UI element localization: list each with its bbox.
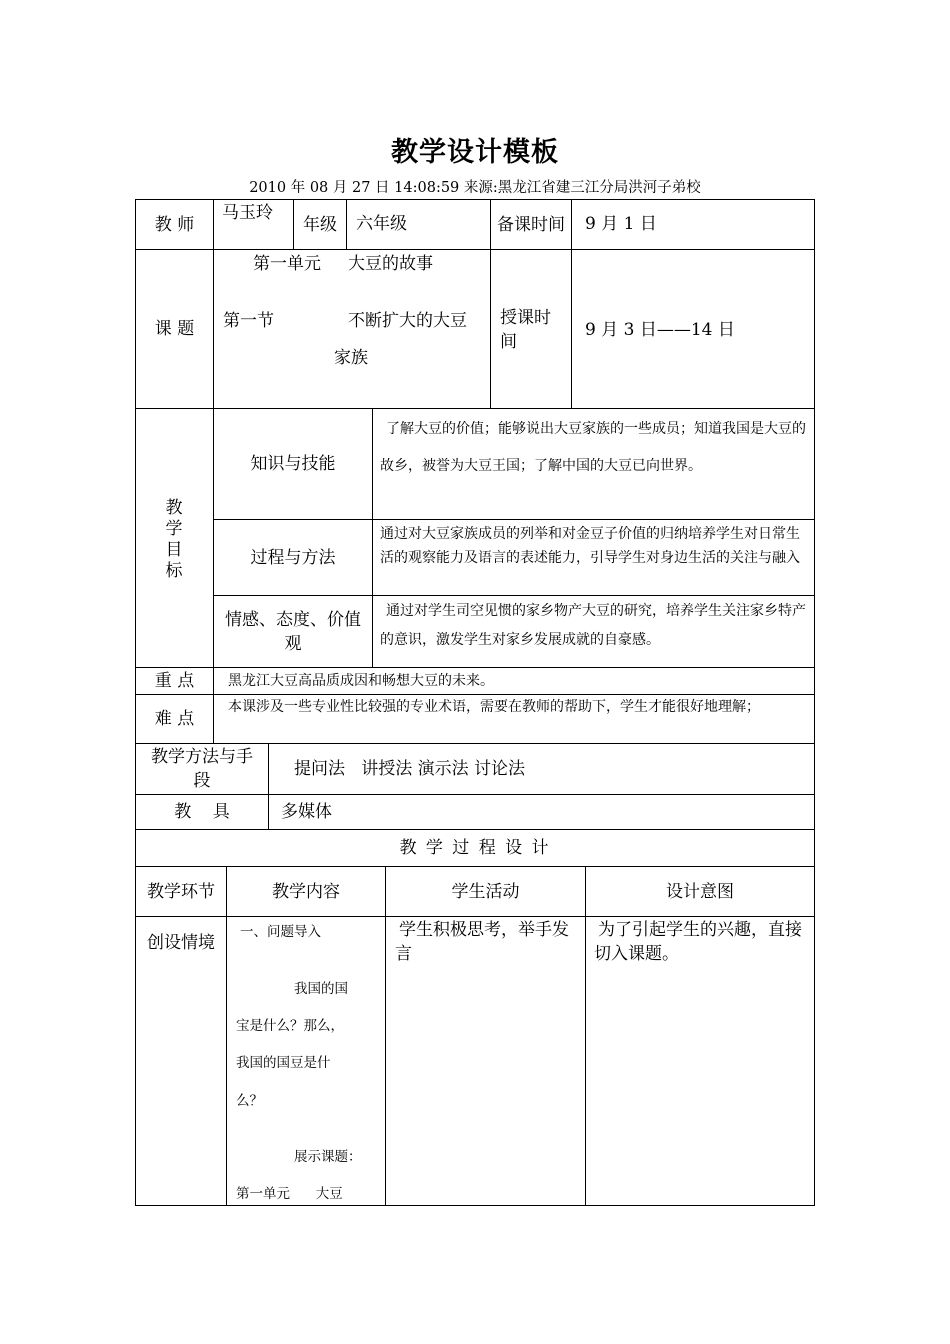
knowledge-label: 知识与技能	[250, 454, 336, 474]
topic-section-number: 第一节	[223, 311, 274, 331]
teach-time-label: 授课时间	[500, 308, 551, 352]
row-content-line: 一、问题导入	[240, 924, 321, 940]
process-heading: 教 学 过 程 设 计	[399, 838, 551, 858]
column-header-activity: 学生活动	[451, 881, 520, 902]
row-activity: 学生积极思考，举手发言	[395, 920, 569, 964]
key-point-label: 重 点	[154, 671, 195, 691]
process-label: 过程与方法	[250, 547, 336, 568]
topic-section-title: 不断扩大的大豆	[348, 311, 467, 331]
rule	[372, 408, 373, 667]
difficulty-label: 难 点	[154, 709, 195, 729]
rule	[268, 743, 269, 829]
column-header-stage: 教学环节	[147, 881, 215, 902]
document-title: 教学设计模板	[391, 137, 559, 168]
row-content-line: 么？	[236, 1093, 263, 1109]
rule	[135, 1205, 815, 1206]
rule	[490, 199, 491, 408]
rule	[135, 916, 815, 917]
rule	[135, 249, 815, 250]
rule	[385, 866, 386, 1206]
row-content-line: 宝是什么？那么，	[236, 1018, 344, 1034]
rule	[226, 866, 227, 1206]
process-text: 通过对大豆家族成员的列举和对金豆子价值的归纳培养学生对日常生活的观察能力及语言的表述能力，引导学生对身边生活的关注与融入	[380, 526, 800, 566]
row-intent: 为了引起学生的兴趣，直接切入课题。	[594, 920, 802, 964]
teach-time-value: 9 月 3 日——14 日	[585, 320, 735, 340]
goals-label: 教学目标	[165, 498, 183, 581]
topic-label: 课 题	[154, 319, 195, 339]
teacher-label: 教 师	[154, 214, 195, 235]
key-point-text: 黑龙江大豆高品质成因和畅想大豆的未来。	[228, 673, 494, 689]
grade-label: 年级	[303, 214, 337, 235]
prep-time-label: 备课时间	[497, 214, 565, 235]
grade-value: 六年级	[356, 214, 407, 234]
row-content-line: 展示课题：	[294, 1149, 362, 1165]
emotion-text: 通过对学生司空见惯的家乡物产大豆的研究，培养学生关注家乡特产的意识，激发学生对家乡发展成就的自豪感。	[380, 603, 806, 648]
rule	[571, 199, 572, 408]
prep-time-value: 9 月 1 日	[585, 214, 657, 234]
row-content-line: 我国的国	[294, 981, 348, 997]
rule	[135, 667, 815, 668]
row-content-line: 第一单元 大豆	[236, 1186, 343, 1202]
rule	[814, 199, 815, 1206]
row-stage: 创设情境	[147, 933, 215, 953]
topic-section-title-cont: 家族	[334, 348, 368, 368]
difficulty-text: 本课涉及一些专业性比较强的专业术语，需要在教师的帮助下，学生才能很好地理解；	[228, 699, 760, 715]
knowledge-text: 了解大豆的价值；能够说出大豆家族的一些成员；知道我国是大豆的故乡，被誉为大豆王国；了解中国的大豆已向世界。	[380, 421, 806, 474]
tools-label: 教 具	[174, 802, 230, 822]
row-content-line: 我国的国豆是什	[236, 1055, 331, 1071]
tools-text: 多媒体	[281, 802, 332, 822]
rule	[213, 667, 214, 743]
document-meta: 2010 年 08 月 27 日 14:08:59 来源:黑龙江省建三江分局洪河子弟校	[249, 180, 701, 196]
column-header-content: 教学内容	[272, 881, 340, 902]
emotion-label: 情感、态度、价值观	[225, 609, 361, 654]
rule	[135, 199, 815, 200]
topic-unit: 第一单元 大豆的故事	[253, 254, 434, 274]
rule	[585, 866, 586, 1206]
methods-text: 提问法 讲授法 演示法 讨论法	[294, 759, 526, 779]
methods-label: 教学方法与手段	[151, 747, 253, 791]
teacher-name: 马玉玲	[222, 203, 273, 223]
column-header-intent: 设计意图	[666, 881, 734, 902]
rule	[346, 199, 347, 249]
rule	[293, 199, 294, 249]
rule	[135, 694, 815, 695]
